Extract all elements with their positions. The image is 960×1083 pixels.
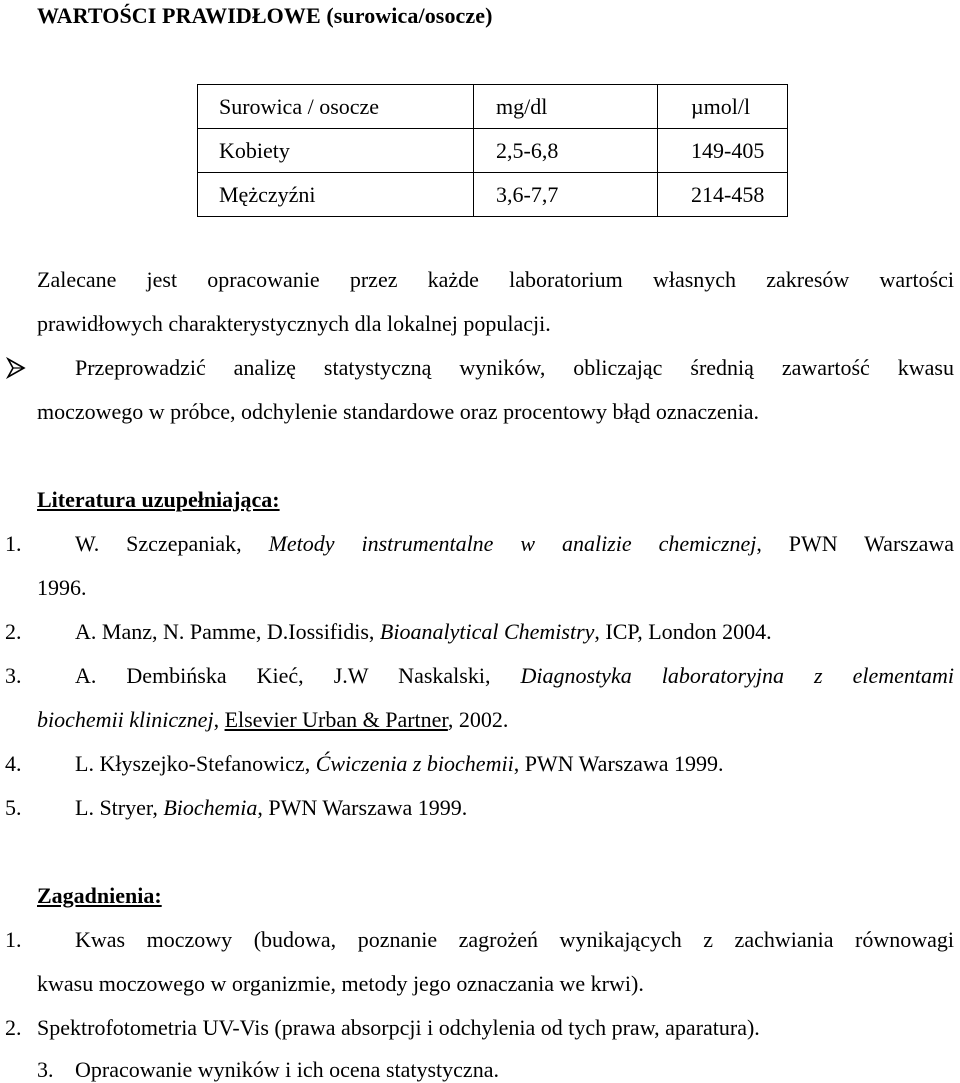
table-header-cell: mg/dl (474, 85, 658, 129)
reference-title: Bioanalytical Chemistry (379, 619, 595, 644)
table-cell: Kobiety (198, 129, 474, 173)
bullet-line-1: Przeprowadzić analizę statystyczną wyników, obliczając średnią zawartość kwasu (75, 355, 954, 380)
literature-item-1 (75, 531, 954, 557)
reference-authors: A. Manz, N. Pamme, D.Iossifidis, (75, 619, 375, 644)
arrow-bullet-icon (6, 357, 26, 379)
literature-item-5 (75, 795, 467, 821)
reference-authors: W. Szczepaniak, (75, 531, 242, 556)
list-item-number: 1. (5, 927, 22, 952)
bullet-line-2: moczowego w próbce, odchylenie standardowe oraz procentowy błąd oznaczenia. (37, 399, 760, 424)
recommendation-line-1: Zalecane jest opracowanie przez każde laboratorium własnych zakresów wartości (37, 267, 954, 292)
topic-item-1: Kwas moczowy (budowa, poznanie zagrożeń wynikających z zachwiania równowagi (75, 927, 954, 952)
reference-title: Biochemia (163, 795, 258, 820)
table-cell: Mężczyźni (198, 173, 474, 217)
reference-title: Ćwiczenia z biochemii (315, 751, 514, 776)
list-item-number: 5. (5, 795, 22, 820)
table-header-cell: µmol/l (658, 85, 788, 129)
reference-rest: , ICP, London 2004. (594, 619, 772, 644)
literature-item-3 (75, 663, 954, 689)
table-row (198, 129, 788, 173)
page-title: WARTOŚCI PRAWIDŁOWE (surowica/osocze) (37, 3, 493, 28)
list-item-number: 3. (37, 1057, 54, 1082)
reference-title: Metody instrumentalne w analizie chemicznej (268, 531, 757, 556)
reference-authors: L. Stryer, (75, 795, 158, 820)
reference-authors: L. Kłyszejko-Stefanowicz, (75, 751, 311, 776)
list-item-number: 4. (5, 751, 22, 776)
table-cell: 214-458 (658, 173, 788, 217)
table-header-cell: Surowica / osocze (198, 85, 474, 129)
reference-publisher: Elsevier Urban & Partner (224, 707, 448, 732)
reference-rest: , PWN Warszawa (756, 531, 955, 556)
literature-item-4 (75, 751, 724, 777)
reference-title-cont: biochemii klinicznej (37, 707, 214, 732)
table-cell: 3,6-7,7 (474, 173, 658, 217)
reference-rest: , PWN Warszawa 1999. (513, 751, 724, 776)
table-cell: 2,5-6,8 (474, 129, 658, 173)
topic-item-2: Spektrofotometria UV-Vis (prawa absorpcji i odchylenia od tych praw, aparatura). (37, 1015, 760, 1040)
list-item-number: 1. (5, 531, 22, 556)
literature-item-3-cont: biochemii klinicznej, Elsevier Urban & Partner, 2002. (37, 707, 509, 732)
reference-values-table (197, 84, 788, 217)
literature-item-1-cont: 1996. (37, 575, 87, 600)
list-item-number: 3. (5, 663, 22, 688)
table-cell: 149-405 (658, 129, 788, 173)
table-header-row (198, 85, 788, 129)
topic-item-1-cont: kwasu moczowego w organizmie, metody jego oznaczania we krwi). (37, 971, 644, 996)
reference-rest: , PWN Warszawa 1999. (257, 795, 468, 820)
recommendation-line-2: prawidłowych charakterystycznych dla lokalnej populacji. (37, 311, 551, 336)
literature-item-2 (75, 619, 772, 645)
table-row (198, 173, 788, 217)
topic-item-3: Opracowanie wyników i ich ocena statystyczna. (75, 1057, 499, 1082)
reference-authors: A. Dembińska Kieć, J.W Naskalski, (75, 663, 491, 688)
list-item-number: 2. (5, 619, 22, 644)
list-item-number: 2. (5, 1015, 22, 1040)
literature-heading: Literatura uzupełniająca: (37, 487, 280, 512)
reference-title: Diagnostyka laboratoryjna z elementami (520, 663, 954, 688)
reference-year: , 2002. (447, 707, 509, 732)
topics-heading: Zagadnienia: (37, 883, 162, 908)
